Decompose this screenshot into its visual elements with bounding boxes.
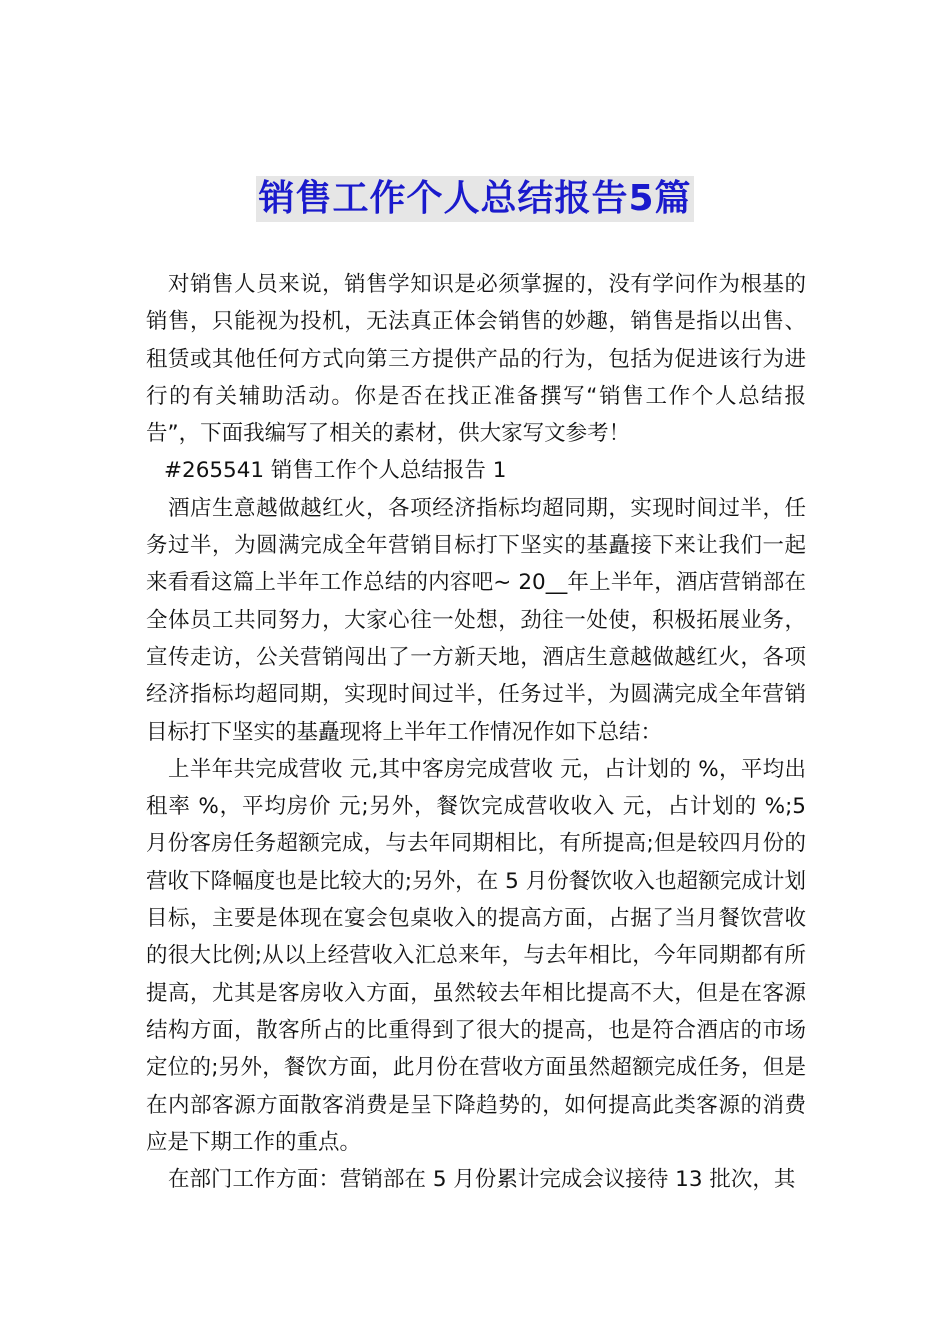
document-title: 销售工作个人总结报告5篇 [256,176,693,222]
section-heading: #265541 销售工作个人总结报告 1 [164,458,507,484]
intro-paragraph: 对销售人员来说，销售学知识是必须掌握的，没有学问作为根基的销售，只能视为投机，无法真正体会销售的妙趣，销售是指以出售、租赁或其他任何方式向第三方提供产品的行为，包括为促进该行为进行的有关辅助活动。你是否在找正准备撰写“销售工作个人总结报告”，下面我编写了相关的素材，供大家写文参考！ [146,272,806,447]
body-paragraph: 酒店生意越做越红火，各项经济指标均超同期，实现时间过半，任务过半，为圆满完成全年营销目标打下坚实的基矗接下来让我们一起来看看这篇上半年工作总结的内容吧~ 20__年上半年，酒店营销部在全体员工共同努力，大家心往一处想，劲往一处使，积极拓展业务，宣传走访，公关营销闯出了一方新天地，酒店生意越做越红火，各项经济指标均超同期，实现时间过半，任务过半，为圆满完成全年营销目标打下坚实的基矗现将上半年工作情况作如下总结： [146,495,806,745]
title-container [0,176,950,222]
body-paragraph: 上半年共完成营收 元,其中客房完成营收 元，占计划的 %，平均出租率 %，平均房价 元;另外，餐饮完成营收收入 元，占计划的 %;5 月份客房任务超额完成，与去年同期相比，有所提高;但是较四月份的营收下降幅度也是比较大的;另外，在 5 月份餐饮收入也超额完成计划目标，主要是体现在宴会包桌收入的提高方面，占据了当月餐饮营收的很大比例;从以上经营收入汇总来年，与去年相比，今年同期都有所提高，尤其是客房收入方面，虽然较去年相比提高不大，但是在客源 结构方面，散客所占的比重得到了很大的提高，也是符合酒店的市场定位的;另外，餐饮方面，此月份在营收方面虽然超额完成任务，但是在内部客源方面散客消费是呈下降趋势的，如何提高此类客源的消费应是下期工作的重点。 [146,756,806,1155]
body-paragraph: 在部门工作方面：营销部在 5 月份累计完成会议接待 13 批次，其 [168,1167,796,1193]
document-body [146,266,806,1198]
